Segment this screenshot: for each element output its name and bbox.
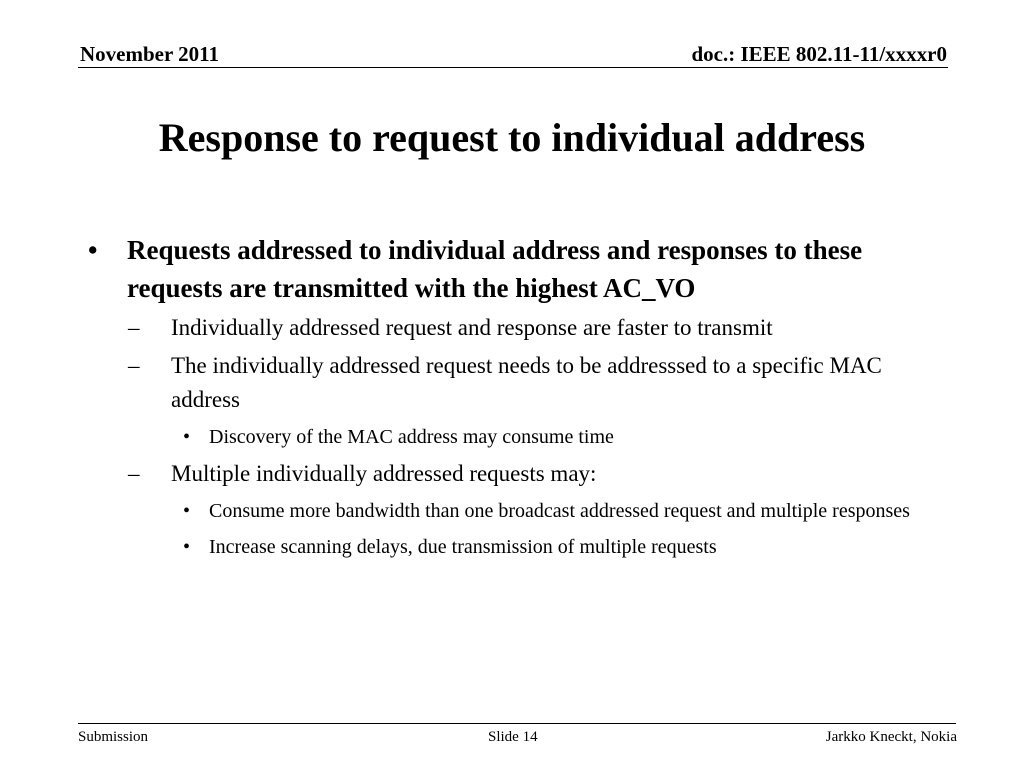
sub-sub-bullet-text: Increase scanning delays, due transmission of multiple requests [209,536,717,558]
footer-slide-number: Slide 14 [488,729,538,745]
dash-marker: – [128,315,140,340]
slide-body [82,231,942,563]
sub-bullet-mac-address [82,349,942,417]
dash-marker: – [128,353,140,378]
bullet-marker: • [183,500,191,522]
dash-marker: – [128,461,140,486]
bullet-marker: • [88,235,98,265]
header-date: November 2011 [80,42,220,66]
sub-bullet-text: The individually addressed request needs to be addresssed to a specific MAC address [171,353,882,412]
sub-sub-bullet-text: Discovery of the MAC address may consume time [209,426,614,448]
header-doc-id: doc.: IEEE 802.11-11/xxxxr0 [691,42,947,66]
footer-author: Jarkko Kneckt, Nokia [825,729,957,745]
sub-sub-bullet-bandwidth [82,496,942,527]
sub-bullet-text: Multiple individually addressed requests may: [171,461,597,486]
bullet-text: Requests addressed to individual address and responses to these requests are transmitted with the highest AC_VO [127,235,863,303]
bullet-marker: • [183,536,191,558]
bullet-main [82,231,942,307]
header-divider [78,67,948,68]
sub-bullet-faster [82,311,942,345]
slide-title: Response to request to individual address [158,115,866,160]
footer-submission: Submission [78,729,149,745]
sub-sub-bullet-scanning-delays [82,532,942,563]
sub-bullet-text: Individually addressed request and response are faster to transmit [171,315,773,340]
footer-divider [78,723,956,724]
sub-sub-bullet-discovery [82,422,942,453]
sub-sub-bullet-text: Consume more bandwidth than one broadcast addressed request and multiple responses [209,500,910,522]
sub-bullet-multiple-requests [82,457,942,491]
bullet-marker: • [183,426,191,448]
